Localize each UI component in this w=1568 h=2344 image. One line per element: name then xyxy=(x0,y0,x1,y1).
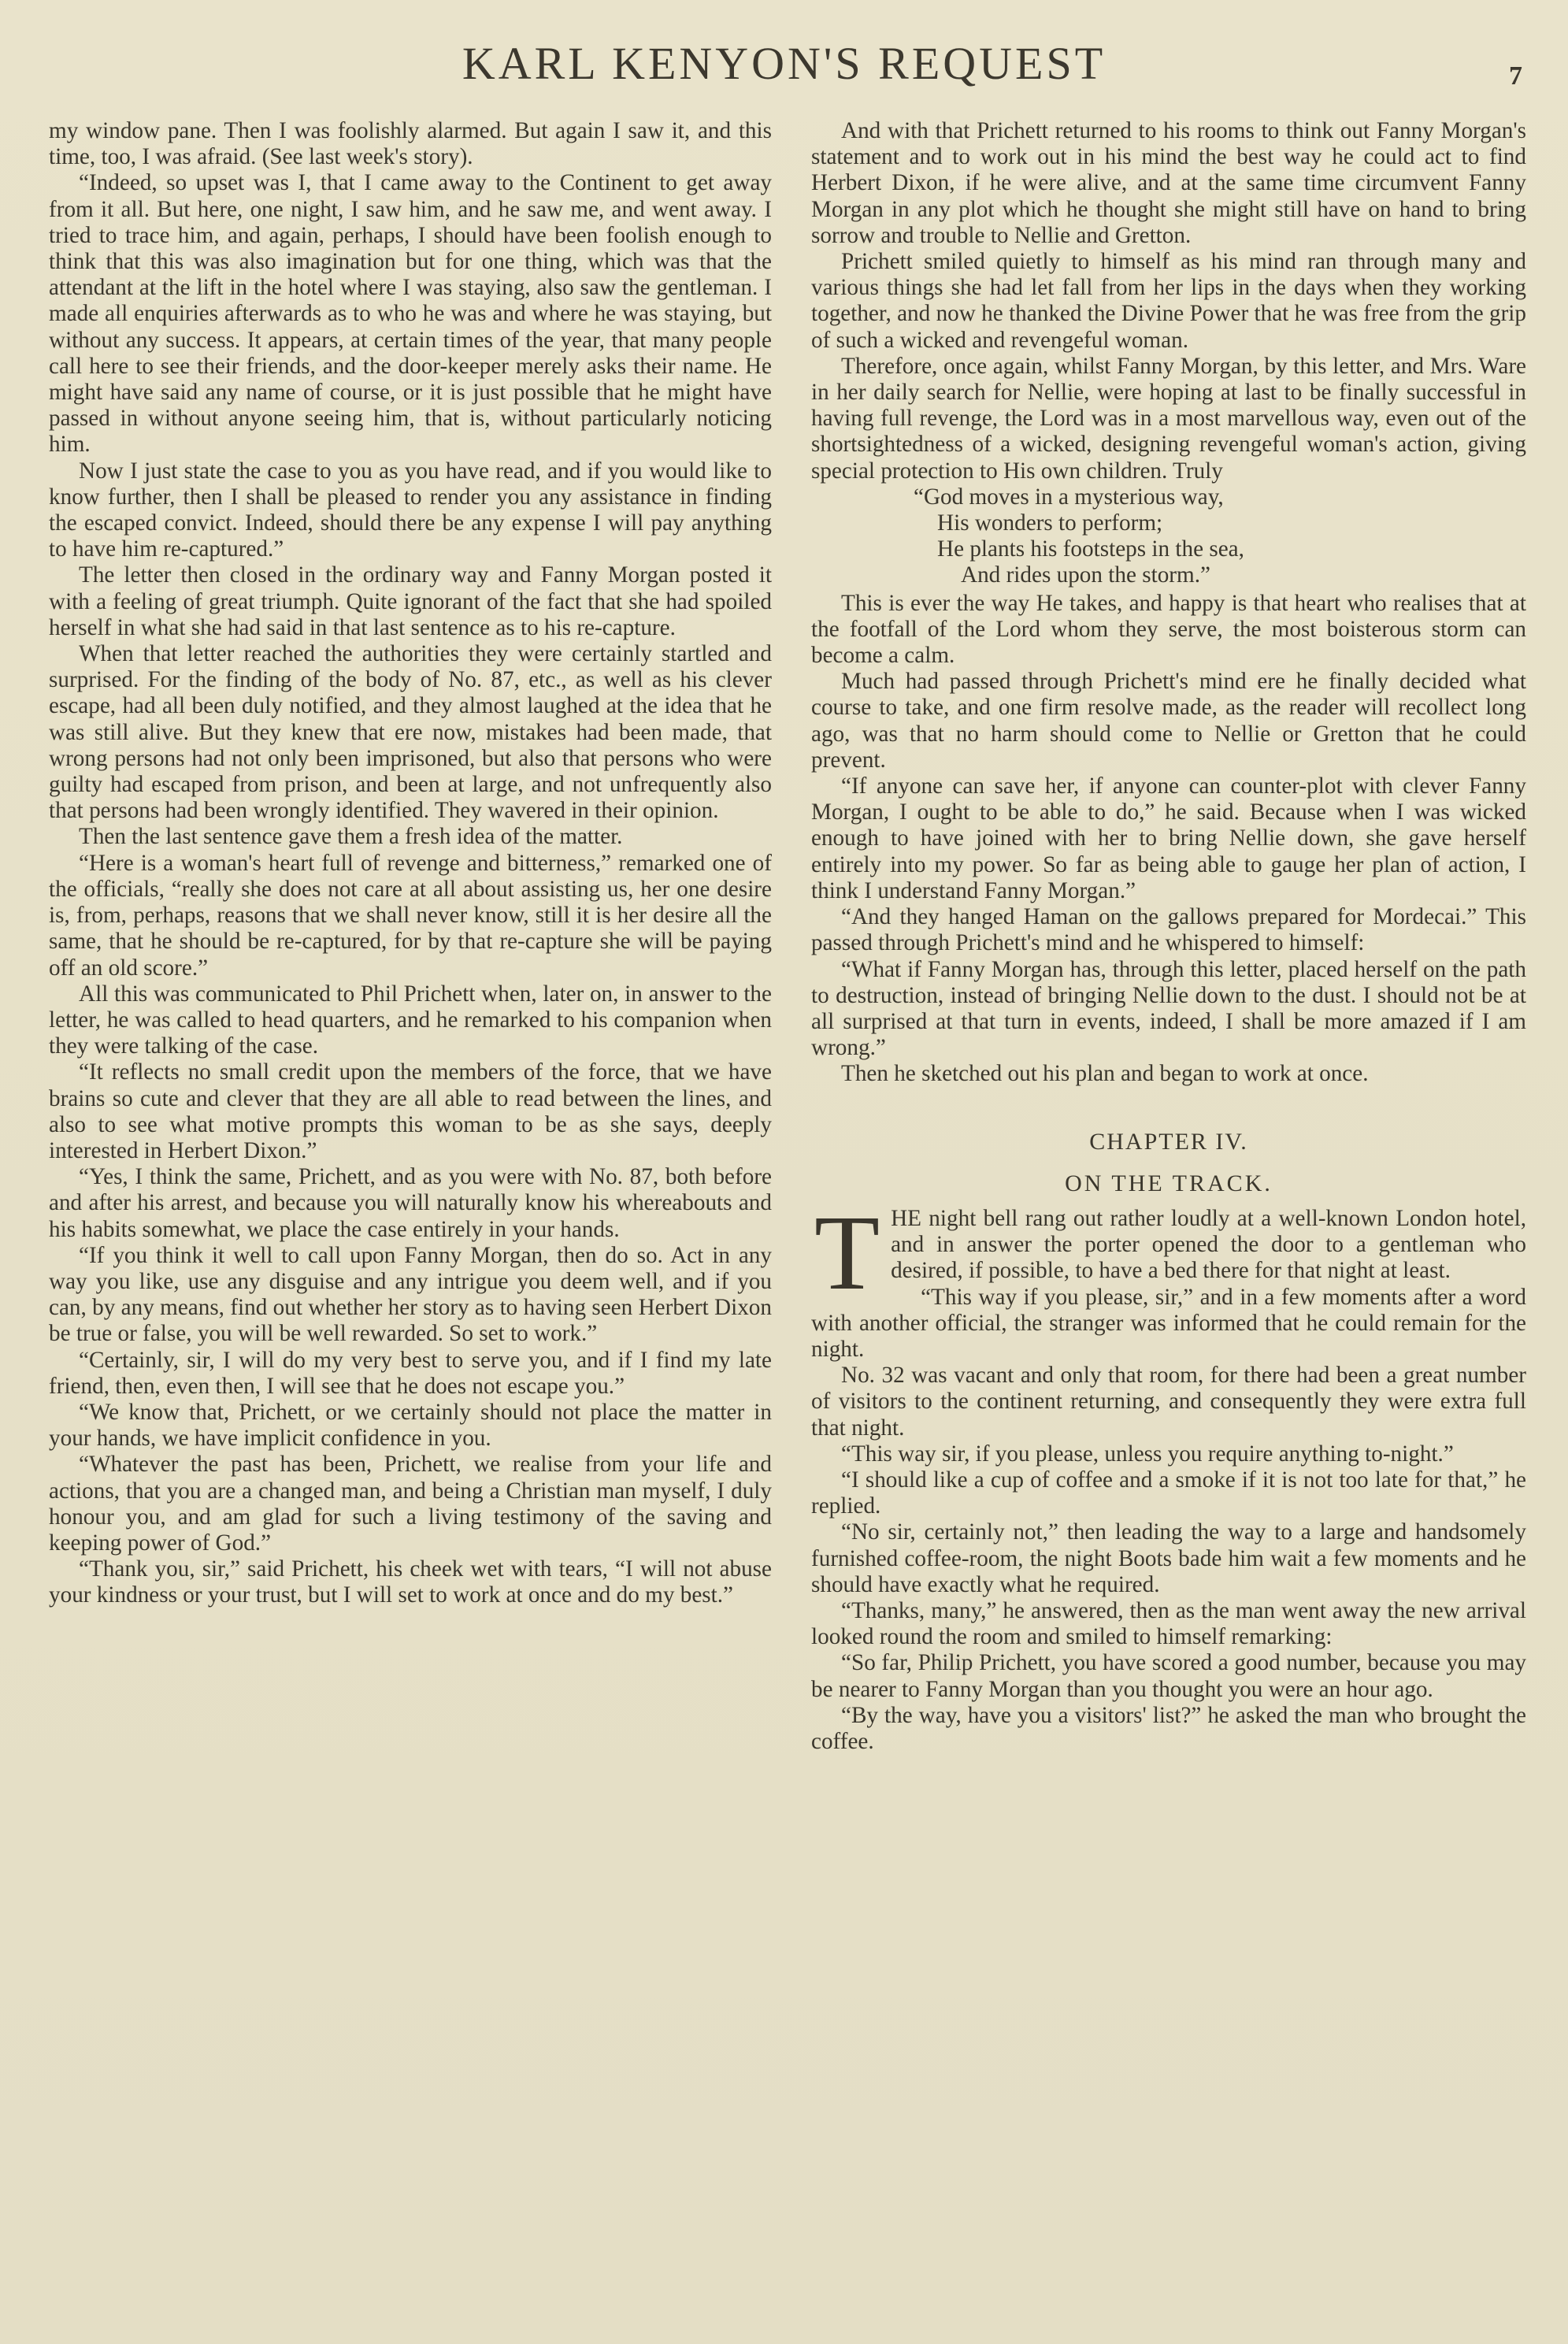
paragraph: “Yes, I think the same, Prichett, and as you were with No. 87, both before and after his arrest, and because you will naturally know his whereabouts and his habits somewhat, we place the case entirely in your hands. xyxy=(49,1164,772,1242)
right-column xyxy=(811,118,1526,1755)
chapter-title: ON THE TRACK. xyxy=(1065,1170,1273,1196)
paragraph: “If anyone can save her, if anyone can counter-plot with clever Fanny Morgan, I ought to be able to do,” he said. Because when I was wicked enough to have joined with her to bring Nellie down, she gave herself entirely into my power. So far as being able to gauge her plan of action, I think I understand Fanny Morgan.” xyxy=(811,773,1526,903)
paragraph: “I should like a cup of coffee and a smoke if it is not too late for that,” he replied. xyxy=(811,1467,1526,1519)
paragraph: This is ever the way He takes, and happy is that heart who realises that at the footfall of the Lord whom they serve, the most boisterous storm can become a calm. xyxy=(811,590,1526,669)
paragraph: “We know that, Prichett, or we certainly should not place the matter in your hands, we have implicit confidence in you. xyxy=(49,1399,772,1452)
verse-line: His wonders to perform; xyxy=(937,510,1163,536)
paragraph: Much had passed through Prichett's mind ere he finally decided what course to take, and one firm resolve made, as the reader will recollect long ago, was that no harm should come to Nellie or Gretton that he could prevent. xyxy=(811,669,1526,773)
paragraph: “What if Fanny Morgan has, through this letter, placed herself on the path to destruction, instead of bringing Nellie down to the dust. I should not be at all surprised at that turn in events, indeed, I shall be more amazed if I am wrong.” xyxy=(811,956,1526,1061)
drop-cap: T xyxy=(814,1193,880,1312)
paragraph: “By the way, have you a visitors' list?” he asked the man who brought the coffee. xyxy=(811,1702,1526,1754)
paragraph: When that letter reached the authorities they were certainly startled and surprised. For the finding of the body of No. 87, etc., as well as his clever escape, had all been duly notified, and they almost laughed at the idea that he was still alive. But they knew that ere now, mistakes had been made, that wrong persons had not only been imprisoned, but also that persons who were guilty had escaped from prison, and been at large, and not unfrequently also that persons had been wrongly identified. They wavered in their opinion. xyxy=(49,641,772,824)
verse-line: He plants his footsteps in the sea, xyxy=(937,536,1244,562)
paragraph: Prichett smiled quietly to himself as his mind ran through many and various things she had let fall from her lips in the days when they working together, and now he thanked the Divine Power that he was free from the grip of such a wicked and revengeful woman. xyxy=(811,249,1526,353)
paragraph: “Whatever the past has been, Prichett, we realise from your life and actions, that you are a changed man, and being a Christian man myself, I duly honour you, and am glad for such a living testimony of the saving and keeping power of God.” xyxy=(49,1452,772,1556)
running-head: KARL KENYON'S REQUEST xyxy=(462,38,1106,89)
paragraph: The letter then closed in the ordinary way and Fanny Morgan posted it with a feeling of great triumph. Quite ignorant of the fact that she had spoiled herself in what she had said in that last sentence as to his re-capture. xyxy=(49,562,772,640)
paragraph: “Certainly, sir, I will do my very best to serve you, and if I find my late friend, then, even then, I will see that he does not escape you.” xyxy=(49,1347,772,1399)
paragraph: And with that Prichett returned to his rooms to think out Fanny Morgan's statement and to work out in his mind the best way he could act to find Herbert Dixon, if he were alive, and at the same time circumvent Fanny Morgan in any plot which he thought she might still have on hand to bring sorrow and trouble to Nellie and Gretton. xyxy=(811,118,1526,248)
verse-quote xyxy=(811,484,1526,589)
paragraph: “So far, Philip Prichett, you have scored a good number, because you may be nearer to Fanny Morgan than you thought you were an hour ago. xyxy=(811,1650,1526,1702)
paragraph: No. 32 was vacant and only that room, for there had been a great number of visitors to the continent returning, and consequently they were extra full that night. xyxy=(811,1363,1526,1441)
paragraph: Now I just state the case to you as you have read, and if you would like to know further, then I shall be pleased to render you any assistance in finding the escaped convict. Indeed, should there be any expense I will pay anything to have him re-captured.” xyxy=(49,458,772,562)
paragraph: “If you think it well to call upon Fanny Morgan, then do so. Act in any way you like, use any disguise and any intrigue you deem well, and if you can, by any means, find out whether her story as to having seen Herbert Dixon be true or false, you will be well rewarded. So set to work.” xyxy=(49,1242,772,1347)
paragraph: “Thanks, many,” he answered, then as the man went away the new arrival looked round the room and smiled to himself remarking: xyxy=(811,1597,1526,1650)
page-number: 7 xyxy=(1509,61,1522,91)
chapter-opening-paragraph xyxy=(811,1193,1526,1312)
verse-line: And rides upon the storm.” xyxy=(961,562,1210,588)
paragraph: Therefore, once again, whilst Fanny Morgan, by this letter, and Mrs. Ware in her daily search for Nellie, were hoping at last to be finally successful in having full revenge, the Lord was in a most marvellous way, even out of the shortsightedness of a wicked, designing revengeful woman's action, giving special protection to His own children. Truly xyxy=(811,353,1526,484)
paragraph: “This way if you please, sir,” and in a few moments after a word with another official, the stranger was informed that he could remain for the night. xyxy=(811,1284,1526,1362)
paragraph: All this was communicated to Phil Prichett when, later on, in answer to the letter, he was called to head quarters, and he remarked to his companion when they were talking of the case. xyxy=(49,981,772,1059)
paragraph: “Here is a woman's heart full of revenge and bitterness,” remarked one of the officials, “really she does not care at all about assisting us, her one desire is, from, perhaps, reasons that we shall never know, still it is her desire all the same, that he should be re-captured, for by that re-capture she will be paying off an old score.” xyxy=(49,850,772,981)
paragraph: “And they hanged Haman on the gallows prepared for Mordecai.” This passed through Prichett's mind and he whispered to himself: xyxy=(811,904,1526,956)
opening-text: HE night bell rang out rather loudly at a well-known London hotel, and in answer the porter opened the door to a gentleman who desired, if possible, to have a bed there for that night at least. xyxy=(891,1205,1526,1284)
verse-line: “God moves in a mysterious way, xyxy=(914,484,1224,510)
paragraph: “No sir, certainly not,” then leading the way to a large and handsomely furnished coffee-room, the night Boots bade him wait a few moments and he should have exactly what he required. xyxy=(811,1519,1526,1597)
paragraph: Then he sketched out his plan and began to work at once. xyxy=(841,1061,1369,1087)
paragraph: “Thank you, sir,” said Prichett, his cheek wet with tears, “I will not abuse your kindness or your trust, but I will set to work at once and do my best.” xyxy=(49,1556,772,1608)
chapter-number: CHAPTER IV. xyxy=(1089,1128,1248,1155)
paragraph: “This way sir, if you please, unless you require anything to-night.” xyxy=(841,1441,1454,1467)
paragraph: my window pane. Then I was foolishly alarmed. But again I saw it, and this time, too, I was afraid. (See last week's story). xyxy=(49,118,772,170)
left-column xyxy=(49,118,772,1609)
paragraph: “Indeed, so upset was I, that I came away to the Continent to get away from it all. But here, one night, I saw him, and he saw me, and went away. I tried to trace him, and again, perhaps, I should have been foolish enough to think that this was also imagination but for one thing, which was that the attendant at the lift in the hotel where I was staying, also saw the gentleman. I made all enquiries afterwards as to who he was and where he was staying, but without any success. It appears, at certain times of the year, that many people call here to see their friends, and the door-keeper merely asks their name. He might have said any name of course, or it is just possible that he might have passed in without anyone seeing him, that is, without particularly noticing him. xyxy=(49,170,772,458)
paragraph: Then the last sentence gave them a fresh idea of the matter. xyxy=(79,824,623,850)
paragraph: “It reflects no small credit upon the members of the force, that we have brains so cute and clever that they are all able to read between the lines, and also to see what motive prompts this woman to be as she says, deeply interested in Herbert Dixon.” xyxy=(49,1059,772,1163)
